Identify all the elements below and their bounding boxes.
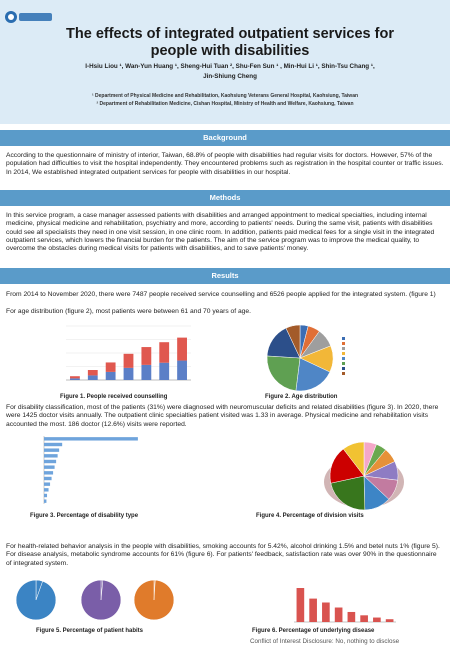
fig3-bar-5 (44, 465, 55, 468)
results-text-2: For age distribution (figure 2), most patients were between 61 and 70 years of age. (6, 308, 251, 315)
fig1-bar-1-6 (177, 338, 187, 361)
fig1-bar-0-2 (106, 372, 116, 380)
results-text-3: For disability classification, most of the patients (31%) were diagnosed with neuromuscular deficits and related disabilities (figure 3). In 2020, there were 1425 doctor visits annually. The outpatient clinic specialties patient visited was 1.33 in average. Physical medicine and rehabilitation visits accounted the most. 186 doctor (12.6%) visits were reported. (6, 404, 439, 428)
section-bar-results: Results (0, 268, 450, 284)
fig6-bar-0 (297, 588, 305, 622)
hospital-logo-icon (4, 8, 54, 26)
fig3-bar-8 (44, 482, 50, 485)
fig1-bar-0-3 (124, 368, 134, 380)
fig2-legend-swatch-3 (342, 352, 345, 355)
title-line-1: The effects of integrated outpatient services for (66, 26, 394, 42)
fig2-slice-5 (267, 356, 300, 391)
fig1-bar-1-2 (106, 362, 116, 371)
title-line-2: people with disabilities (150, 43, 310, 59)
fig3-bar-1 (44, 443, 62, 446)
affiliations (0, 92, 450, 108)
author-list (50, 62, 410, 81)
fig6-bar-7 (386, 619, 394, 622)
fig3-bar-0 (44, 437, 138, 440)
section-bar-background: Background (0, 130, 450, 146)
figure-4-pie-chart (298, 436, 428, 512)
fig3-bar-10 (44, 494, 47, 497)
fig1-bar-0-4 (141, 365, 151, 380)
figure-1-caption: Figure 1. People received counselling (60, 394, 168, 400)
fig6-bar-5 (360, 615, 368, 622)
fig1-bar-0-5 (159, 363, 169, 380)
background-text: According to the questionnaire of ministry of interior, Taiwan, 68.8% of people with disabilities had regular visits for doctors. However, 57% of the population had difficulties to visit the hospital independently. They encountered problems such as registration in the hospital counter or traffic issues. In 2014, We established integrated outpatient services for people with disabilities in our hospital. (6, 152, 444, 176)
figure-5-caption: Figure 5. Percentage of patient habits (36, 628, 144, 634)
methods-text: In this service program, a case manager assessed patients with disabilities and arranged appointment to medical specialties, including internal medicine, physical medicine and rehabilitation, psychiatry and more, according to patients' needs. During the same visit, patients with disabilities could see all specialists they need in one visit session, in one clinic room. In addition, patients paid medical fees for a single visit in the integrated outpatient services, which lowers the financial burden for the patients. The aim of the service program was to improve the medical quality, to overcome the obstacles during medical visits for patients with disabilities, and to save patients' money. (6, 212, 435, 253)
poster-header (0, 0, 450, 124)
fig3-bar-11 (44, 499, 46, 502)
fig1-bar-1-1 (88, 370, 98, 375)
fig2-legend-swatch-5 (342, 362, 345, 365)
fig6-bar-1 (309, 599, 317, 622)
results-text-4: For health-related behavior analysis in the people with disabilities, smoking accounts for 5.42%, alcohol drinking 1.5% and betel nuts 1% (figure 5). For disease analysis, metabolic syndrome accounts for 61% (figure 6). For patients' feedback, satisfaction rate was over 90% in the questionnaire of integrated system. (6, 543, 440, 567)
fig1-bar-1-4 (141, 347, 151, 365)
affiliation-2: ² Department of Rehabilitation Medicine, Cishan Hospital, Ministry of Health and Welfare, Kaohsiung, Taiwan (96, 101, 354, 107)
fig1-bar-1-5 (159, 342, 169, 363)
section-bar-methods: Methods (0, 190, 450, 206)
fig2-legend-swatch-2 (342, 347, 345, 350)
fig3-bar-4 (44, 460, 56, 463)
fig3-bar-3 (44, 454, 58, 457)
authors-line-1: I-Hsiu Liou ¹, Wan-Yun Huang ¹, Sheng-Hui Tuan ², Shu-Fen Sun ¹ , Min-Hui Li ¹, Shin-Tsu Chang ¹, (85, 63, 375, 70)
fig2-legend-swatch-7 (342, 372, 345, 375)
fig1-bar-0-1 (88, 375, 98, 380)
fig3-bar-9 (44, 488, 49, 491)
fig3-bar-6 (44, 471, 53, 474)
fig3-bar-7 (44, 477, 52, 480)
fig6-bar-3 (335, 608, 343, 622)
fig1-bar-0-0 (70, 378, 80, 380)
fig6-bar-4 (348, 612, 356, 622)
fig2-legend-swatch-1 (342, 342, 345, 345)
figure-5-pie-charts (6, 578, 176, 622)
figure-6-caption: Figure 6. Percentage of underlying disease (252, 628, 375, 634)
fig6-bar-6 (373, 618, 381, 622)
figure-2-legend (340, 335, 360, 380)
figure-6-bar-chart (290, 580, 400, 625)
figure-3-horizontal-bar-chart (14, 432, 154, 510)
figure-1-bar-chart (50, 322, 195, 390)
fig2-legend-swatch-0 (342, 337, 345, 340)
fig2-legend-swatch-6 (342, 367, 345, 370)
authors-line-2: Jin-Shiung Cheng (203, 72, 257, 80)
figure-2-caption: Figure 2. Age distribution (265, 394, 338, 400)
results-text-1: From 2014 to November 2020, there were 7487 people received service counselling and 6526 people applied for the integrated system. (figure 1) (6, 291, 436, 298)
fig1-bar-0-6 (177, 361, 187, 380)
figure-4-caption: Figure 4. Percentage of division visits (256, 513, 364, 519)
figure-3-caption: Figure 3. Percentage of disability type (30, 513, 139, 519)
poster-title (40, 26, 420, 60)
fig1-bar-1-0 (70, 376, 80, 378)
fig6-bar-2 (322, 603, 330, 623)
fig3-bar-2 (44, 448, 59, 451)
fig2-legend-swatch-4 (342, 357, 345, 360)
fig1-bar-1-3 (124, 354, 134, 368)
affiliation-1: ¹ Department of Physical Medicine and Rehabilitation, Kaohsiung Veterans General Hospital, Kaohsiung, Taiwan (91, 93, 359, 99)
conflict-disclosure: Conflict of Interest Disclosure: No, nothing to disclose (250, 638, 400, 645)
